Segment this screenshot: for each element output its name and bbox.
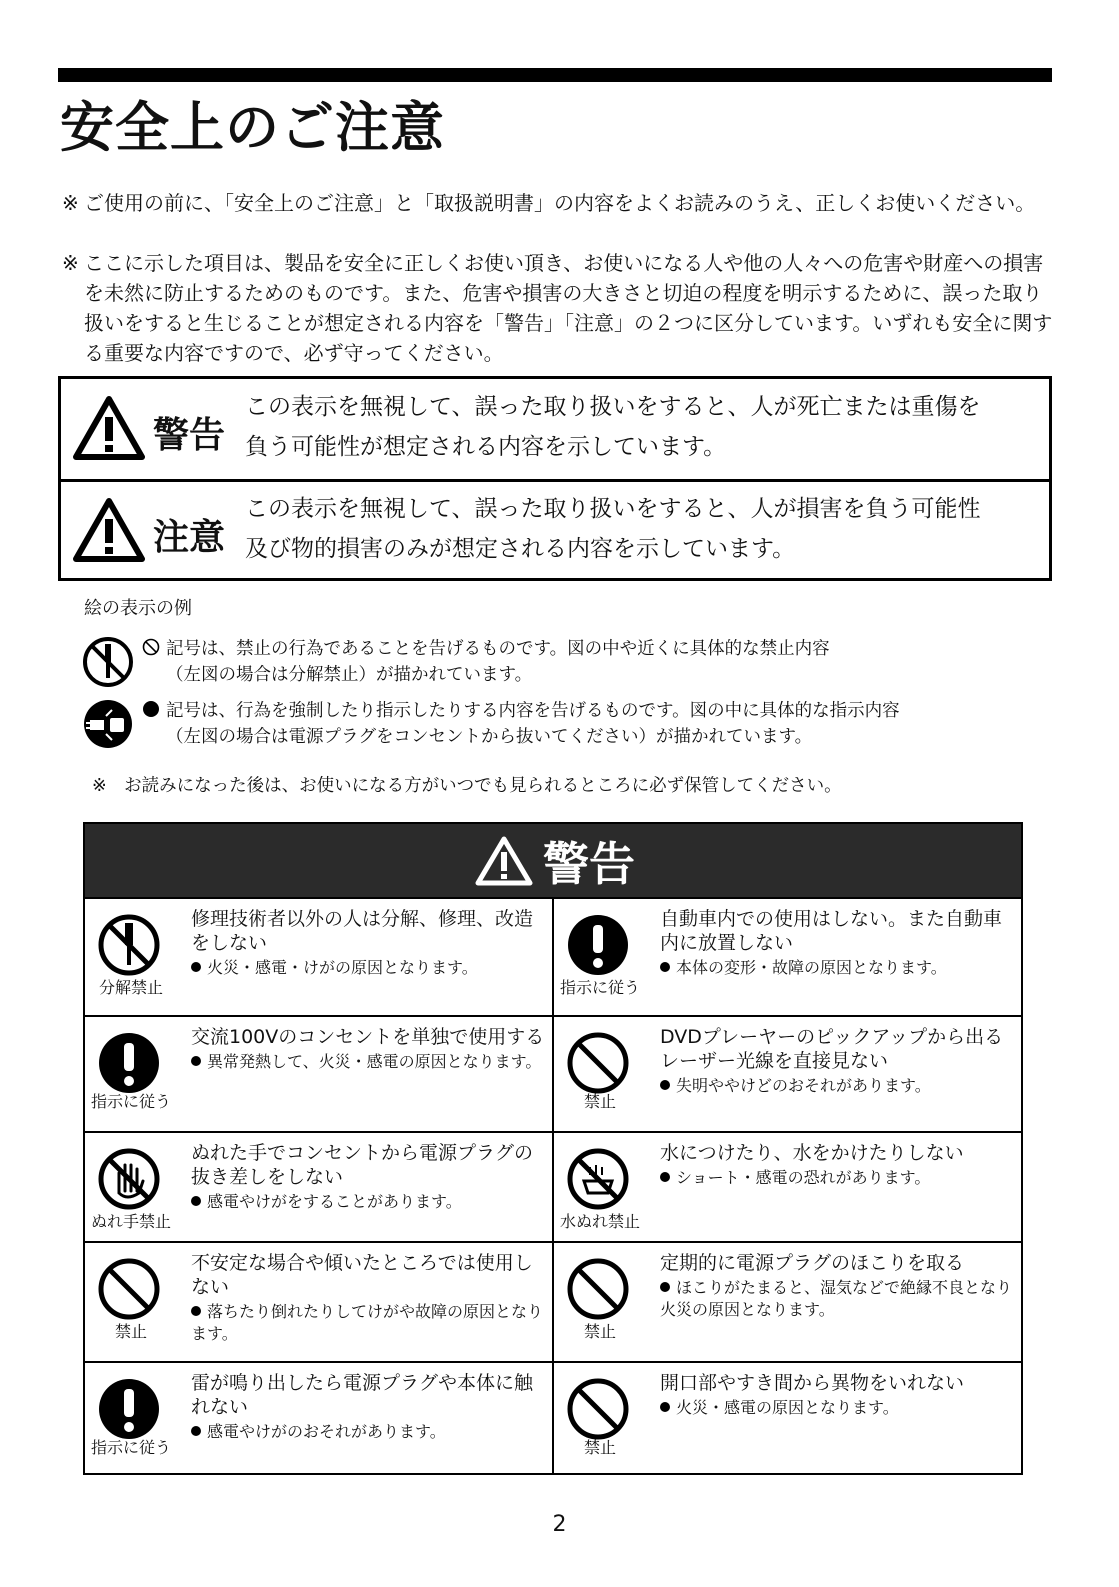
note-text: ここに示した項目は、製品を安全に正しくお使い頂き、お使いになる人や他の人々への危害や財産への損害を未然に防止するためのものです。また、危害や損害の大きさと切迫の程度を明示するために、誤った取り扱いをすると生じることが想定される内容を「警告」「注意」の２つに区分しています。いずれも安全に関する重要な内容ですので、必ず守ってください。 [84, 251, 1053, 365]
warning-item-bullet-text: 失明ややけどのおそれがあります。 [676, 1076, 931, 1095]
warning-item-bullet [191, 1421, 551, 1443]
example-instruction [82, 698, 1042, 754]
example-prohibition [82, 636, 1042, 692]
mandatory-symbol-icon [142, 700, 160, 718]
warning-item-bullet [660, 957, 1020, 979]
warning-item [85, 898, 553, 1016]
exclamation-icon [97, 1031, 161, 1095]
warning-item-label: 水ぬれ禁止 [559, 1212, 640, 1231]
warning-item-bullet [191, 957, 551, 979]
warning-item-bullet [660, 1075, 1020, 1097]
warning-header-title: 警告 [543, 837, 635, 891]
definition-label: 注意 [153, 517, 226, 558]
warning-item-bullet-text: 本体の変形・故障の原因となります。 [676, 958, 947, 977]
keep-manual-note: ※ お読みになった後は、お使いになる方がいつでも見られるところに必ず保管してください。 [92, 776, 842, 796]
warning-item [85, 1362, 553, 1473]
warning-row [85, 1132, 1021, 1242]
exclamation-icon [566, 913, 630, 977]
warning-item-bullet [191, 1051, 551, 1073]
warning-item-title: DVDプレーヤーのピックアップから出るレーザー光線を直接見ない [660, 1026, 1004, 1072]
warning-item-label: 指示に従う [90, 1438, 171, 1457]
bullet-dot [191, 1196, 201, 1206]
prohibited-icon [566, 1377, 630, 1441]
warning-row [85, 1242, 1021, 1362]
warning-item-label: 指示に従う [90, 1092, 171, 1111]
warning-item-bullet-text: 異常発熱して、火災・感電の原因となります。 [207, 1052, 542, 1071]
warning-item-label: ぬれ手禁止 [90, 1212, 171, 1231]
warning-item [553, 1132, 1021, 1242]
warning-item-bullet [191, 1191, 551, 1213]
warning-item-label: 禁止 [583, 1322, 616, 1341]
warning-item-title: 水につけたり、水をかけたりしない [660, 1142, 964, 1164]
bullet-dot [191, 962, 201, 972]
definition-text [245, 387, 1045, 467]
intro-note-1 [62, 188, 1062, 218]
examples-label: 絵の表示の例 [84, 598, 192, 619]
bullet-dot [191, 1426, 201, 1436]
unplug-icon [82, 698, 134, 750]
note-mark: ※ [62, 191, 79, 215]
bullet-dot [660, 1080, 670, 1090]
definition-caution [61, 481, 1049, 581]
warning-item-bullet-text: 火災・感電・けがの原因となります。 [207, 958, 478, 977]
warning-item [85, 1016, 553, 1132]
example-text: （左図の場合は分解禁止）が描かれています。 [166, 665, 533, 685]
note-text: ご使用の前に、「安全上のご注意」と「取扱説明書」の内容をよくお読みのうえ、正しくお使いください。 [84, 191, 1036, 215]
definition-line: この表示を無視して、誤った取り扱いをすると、人が損害を負う可能性 [245, 496, 981, 522]
warning-item-bullet-text: ほこりがたまると、湿気などで絶縁不良となり火災の原因となります。 [660, 1278, 1013, 1319]
warning-item-label: 禁止 [583, 1438, 616, 1457]
page-number: 2 [552, 1512, 567, 1537]
warning-item-title: 不安定な場合や傾いたところでは使用しない [191, 1252, 533, 1298]
bullet-dot [660, 962, 670, 972]
example-text: 記号は、行為を強制したり指示したりする内容を告げるものです。図の中に具体的な指示内容 [166, 701, 900, 721]
warning-item-title: ぬれた手でコンセントから電源プラグの抜き差しをしない [191, 1142, 534, 1188]
note-mark: ※ [62, 251, 79, 275]
definition-text [245, 489, 1045, 569]
warning-item-bullet [191, 1301, 551, 1345]
prohibited-icon [97, 1257, 161, 1321]
warning-triangle-icon [475, 835, 533, 887]
definition-warning [61, 379, 1049, 482]
warning-item-bullet-text: 火災・感電の原因となります。 [676, 1398, 899, 1417]
top-rule [58, 68, 1052, 82]
warning-item-bullet-text: 落ちたり倒れたりしてけがや故障の原因となります。 [191, 1302, 544, 1343]
no-wet-hands-icon [97, 1147, 161, 1211]
prohibited-symbol-icon [142, 638, 160, 656]
warning-item-title: 雷が鳴り出したら電源プラグや本体に触れない [191, 1372, 534, 1418]
definition-label: 警告 [153, 415, 226, 456]
warning-item-title: 開口部やすき間から異物をいれない [660, 1372, 965, 1394]
warning-item-title: 自動車内での使用はしない。また自動車内に放置しない [660, 908, 1003, 954]
warning-item-bullet-text: ショート・感電の恐れがあります。 [676, 1168, 931, 1187]
no-water-icon [566, 1147, 630, 1211]
warning-item [85, 1242, 553, 1362]
warning-row [85, 898, 1021, 1016]
no-disassembly-icon [97, 913, 161, 977]
warning-item-bullet [660, 1167, 1020, 1189]
warning-item [85, 1132, 553, 1242]
warning-item-bullet [660, 1397, 1020, 1419]
hazard-definitions [58, 376, 1052, 581]
warning-item [553, 1362, 1021, 1473]
caution-triangle-icon [73, 497, 145, 563]
warning-table [83, 822, 1023, 1475]
warning-item-title: 修理技術者以外の人は分解、修理、改造をしない [191, 908, 534, 954]
warning-item-title: 定期的に電源プラグのほこりを取る [660, 1252, 965, 1274]
warning-row [85, 1016, 1021, 1132]
warning-item [553, 1016, 1021, 1132]
warning-row [85, 1362, 1021, 1473]
warning-item-title: 交流100Vのコンセントを単独で使用する [191, 1026, 545, 1048]
prohibited-icon [566, 1257, 630, 1321]
exclamation-icon [97, 1377, 161, 1441]
bullet-dot [660, 1172, 670, 1182]
bullet-dot [660, 1402, 670, 1412]
warning-grid [85, 897, 1021, 1473]
warning-header [85, 824, 1021, 897]
bullet-dot [660, 1282, 670, 1292]
no-disassembly-icon [82, 636, 134, 688]
definition-line: この表示を無視して、誤った取り扱いをすると、人が死亡または重傷を [245, 394, 981, 420]
warning-item-bullet [660, 1277, 1020, 1321]
bullet-dot [191, 1056, 201, 1066]
warning-triangle-icon [73, 395, 145, 461]
warning-item [553, 898, 1021, 1016]
bullet-dot [191, 1306, 201, 1316]
warning-item-label: 禁止 [114, 1322, 147, 1341]
example-text: （左図の場合は電源プラグをコンセントから抜いてください）が描かれています。 [166, 727, 813, 747]
warning-item-bullet-text: 感電やけがのおそれがあります。 [207, 1422, 446, 1441]
definition-line: 及び物的損害のみが想定される内容を示しています。 [245, 536, 796, 562]
intro-note-2 [62, 248, 1062, 368]
warning-item-bullet-text: 感電やけがをすることがあります。 [207, 1192, 462, 1211]
warning-item [553, 1242, 1021, 1362]
definition-line: 負う可能性が想定される内容を示しています。 [245, 434, 727, 460]
prohibited-icon [566, 1031, 630, 1095]
warning-item-label: 禁止 [583, 1092, 616, 1111]
warning-item-label: 指示に従う [559, 978, 640, 997]
page-title: 安全上のご注意 [60, 96, 445, 159]
warning-item-label: 分解禁止 [98, 978, 163, 997]
example-text: 記号は、禁止の行為であることを告げるものです。図の中や近くに具体的な禁止内容 [166, 639, 830, 659]
